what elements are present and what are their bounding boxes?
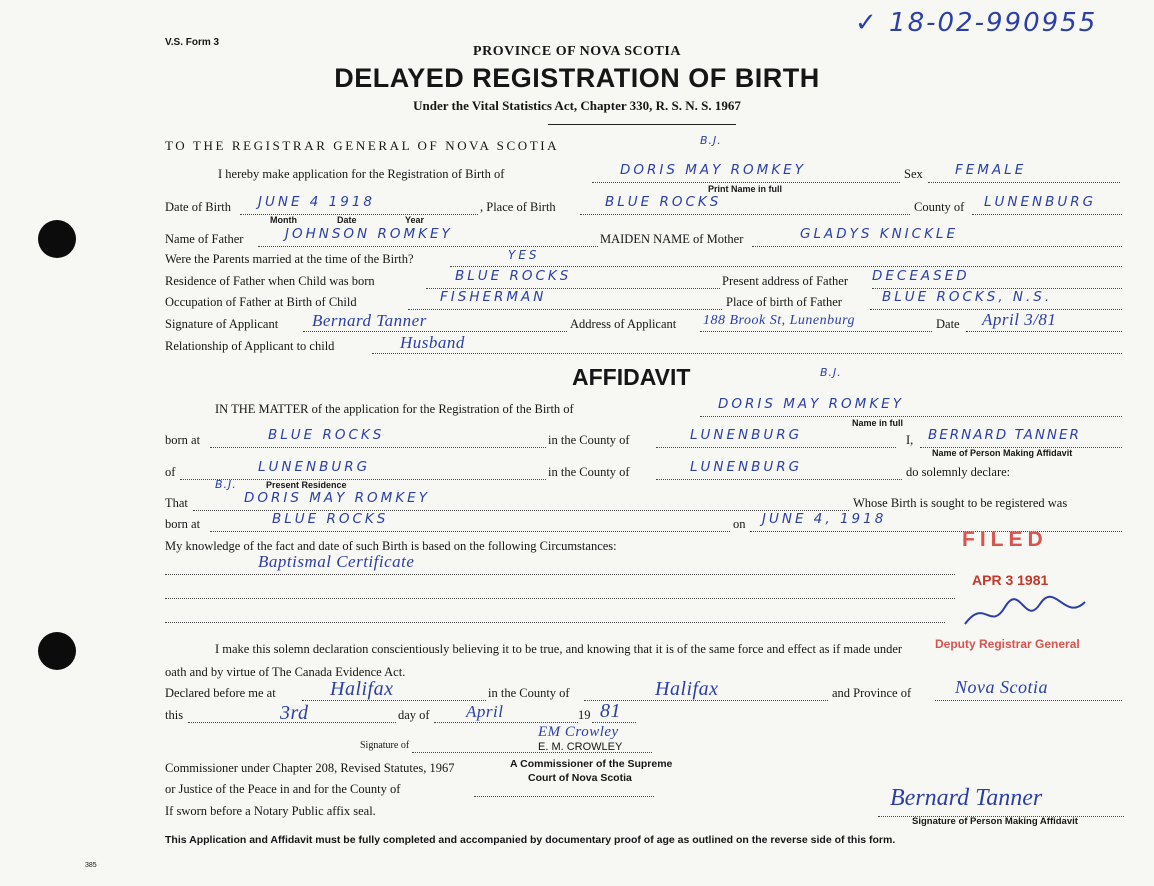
circumstance-value: Baptismal Certificate (258, 552, 415, 571)
father-birthplace-value: BLUE ROCKS, N.S. (882, 289, 1053, 305)
header-rule (548, 124, 736, 125)
place-of-birth-value: BLUE ROCKS (605, 194, 722, 210)
punch-hole-top (38, 220, 76, 258)
present-address-value: DECEASED (872, 268, 970, 284)
label-solemn-1: I make this solemn declaration conscientiously believing it to be true, and knowing that it is of the same force and effect as if made under (215, 642, 903, 656)
label-day-of: day of (398, 708, 430, 722)
filed-stamp-date: APR 3 1981 (972, 572, 1049, 588)
father-value: JOHNSON ROMKEY (285, 226, 453, 242)
mother-value: GLADYS KNICKLE (800, 226, 958, 242)
label-of: of (165, 465, 176, 479)
handwritten-registration-number: ✓ 18-02-990955 (855, 8, 1098, 38)
label-in-county3: in the County of (488, 686, 570, 700)
applicant-signature: Bernard Tanner (312, 311, 427, 330)
born-at-value: BLUE ROCKS (268, 427, 385, 443)
act-subtitle: Under the Vital Statistics Act, Chapter 330, R. S. N. S. 1967 (413, 98, 741, 113)
label-declared-before: Declared before me at (165, 686, 276, 700)
sex-value: FEMALE (955, 162, 1027, 178)
date-signed-value: April 3/81 (982, 310, 1057, 329)
label-in-county2: in the County of (548, 465, 630, 479)
label-place-of-birth: , Place of Birth (480, 200, 556, 214)
label-make-application: I hereby make application for the Registration of Birth of (218, 167, 505, 181)
applicant-address-value: 188 Brook St, Lunenburg (703, 313, 856, 328)
on-date-value: JUNE 4, 1918 (762, 511, 887, 527)
affidavit-initials: B.J. (820, 366, 842, 379)
registrar-signature-scribble (955, 592, 1105, 632)
deputy-registrar-stamp: Deputy Registrar General (935, 637, 1080, 651)
commissioner-title-2: Court of Nova Scotia (528, 772, 632, 784)
label-father-birthplace: Place of birth of Father (726, 295, 842, 309)
affidavit-name-value: DORIS MAY ROMKEY (718, 396, 904, 412)
label-i: I, (906, 433, 914, 447)
label-in-the-matter: IN THE MATTER of the application for the Registration of the Birth of (215, 402, 574, 416)
label-justice: or Justice of the Peace in and for the County of (165, 782, 401, 796)
label-name-in-full: Name in full (852, 418, 904, 428)
affidavit-title: AFFIDAVIT (572, 364, 691, 390)
province-heading: PROVINCE OF NOVA SCOTIA (473, 44, 681, 59)
form-number: V.S. Form 3 (165, 37, 220, 48)
month-value: April (466, 702, 504, 721)
province-value: Nova Scotia (955, 677, 1048, 697)
label-knowledge: My knowledge of the fact and date of such Birth is based on the following Circumstances: (165, 539, 617, 553)
label-date-of-birth: Date of Birth (165, 200, 231, 214)
label-present-address: Present address of Father (722, 274, 849, 288)
label-notary: If sworn before a Notary Public affix seal. (165, 804, 376, 818)
label-born-at2: born at (165, 517, 201, 531)
deponent-signature: Bernard Tanner (890, 785, 1043, 811)
label-whose-birth: Whose Birth is sought to be registered was (853, 496, 1068, 510)
form-title: DELAYED REGISTRATION OF BIRTH (334, 63, 820, 93)
to-registrar-line: TO THE REGISTRAR GENERAL OF NOVA SCOTIA (165, 138, 560, 153)
commissioner-name-stamp: E. M. CROWLEY (538, 741, 623, 753)
footer-note: This Application and Affidavit must be fully completed and accompanied by documentary proof of age as outlined on the reverse side of this form. (165, 834, 896, 846)
label-on: on (733, 517, 746, 531)
label-person-making: Name of Person Making Affidavit (932, 448, 1073, 458)
label-relationship: Relationship of Applicant to child (165, 339, 335, 353)
label-in-county: in the County of (548, 433, 630, 447)
county3-value: Halifax (655, 678, 719, 700)
affiant-name-value: BERNARD TANNER (928, 427, 1081, 443)
label-solemn-2: oath and by virtue of The Canada Evidence Act. (165, 665, 406, 679)
label-born-at: born at (165, 433, 201, 447)
commissioner-title-1: A Commissioner of the Supreme (510, 758, 673, 770)
affidavit-initials-2: B.J. (215, 478, 237, 491)
affidavit-county-value: LUNENBURG (690, 427, 803, 443)
affiant-county-value: LUNENBURG (690, 459, 803, 475)
relationship-value: Husband (400, 333, 465, 352)
label-sex: Sex (904, 167, 923, 181)
married-value: YES (508, 248, 540, 262)
label-commissioner-under: Commissioner under Chapter 208, Revised Statutes, 1967 (165, 761, 455, 775)
label-mother: MAIDEN NAME of Mother (600, 232, 744, 246)
label-province: and Province of (832, 686, 912, 700)
born-at2-value: BLUE ROCKS (272, 511, 389, 527)
label-month: Month (270, 215, 297, 225)
label-address-applicant: Address of Applicant (570, 317, 677, 331)
label-occupation: Occupation of Father at Birth of Child (165, 295, 357, 309)
affiant-residence-value: LUNENBURG (258, 459, 371, 475)
commissioner-signature: EM Crowley (538, 724, 619, 740)
occupation-value: FISHERMAN (440, 289, 547, 305)
label-date: Date (337, 215, 357, 225)
form-code: 385 (85, 862, 97, 869)
label-print-name: Print Name in full (708, 184, 783, 194)
label-this: this (165, 708, 184, 722)
punch-hole-bottom (38, 632, 76, 670)
label-date-signed: Date (936, 317, 960, 331)
county-value: LUNENBURG (984, 194, 1097, 210)
label-declare: do solemnly declare: (906, 465, 1011, 479)
year-value: 81 (600, 700, 621, 722)
label-signature-of: Signature of (360, 740, 410, 751)
dob-value: JUNE 4 1918 (258, 194, 376, 210)
label-signature-applicant: Signature of Applicant (165, 317, 279, 331)
label-father: Name of Father (165, 232, 244, 246)
label-present-residence: Present Residence (266, 480, 347, 490)
child-name-value: DORIS MAY ROMKEY (620, 162, 806, 178)
label-signature-person: Signature of Person Making Affidavit (912, 816, 1078, 827)
registrar-signature-mark (955, 592, 1105, 632)
that-value: DORIS MAY ROMKEY (244, 490, 430, 506)
label-year-prefix: 19 (578, 708, 591, 722)
label-parents-married: Were the Parents married at the time of the Birth? (165, 252, 414, 266)
label-county: County of (914, 200, 965, 214)
initials-bj: B.J. (700, 134, 722, 147)
label-residence-father: Residence of Father when Child was born (165, 274, 375, 288)
filed-stamp: FILED (962, 528, 1048, 551)
label-that: That (165, 496, 188, 510)
residence-value: BLUE ROCKS (455, 268, 572, 284)
label-year: Year (405, 215, 425, 225)
declared-at-value: Halifax (330, 678, 394, 700)
day-value: 3rd (280, 702, 309, 724)
